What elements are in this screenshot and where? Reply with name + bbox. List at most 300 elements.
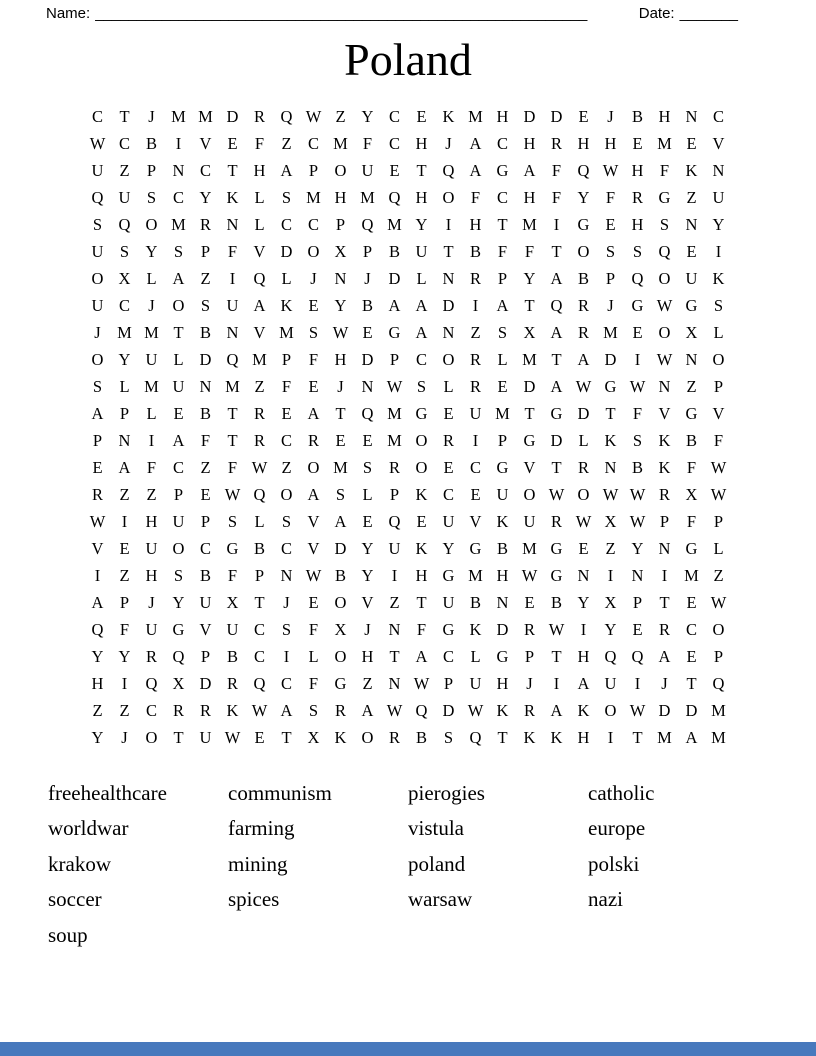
grid-row [84,211,732,238]
grid-cell: A [253,295,266,315]
grid-cell: G [415,403,428,423]
grid-cell: K [658,457,671,477]
grid-cell: W [602,484,619,504]
grid-cell: A [577,673,590,693]
grid-cell: B [199,403,211,423]
grid-cell: D [550,106,563,126]
grid-cell: H [496,565,509,585]
grid-cell: T [335,403,346,423]
grid-cell: Y [172,592,185,612]
grid-cell: C [118,295,130,315]
grid-cell: G [685,538,698,558]
grid-row [84,697,732,724]
grid-cell: R [469,349,481,369]
grid-cell: G [442,619,455,639]
word-list-item: nazi [588,887,623,912]
grid-cell: H [577,727,590,747]
grid-cell: N [658,538,671,558]
grid-cell: Z [362,673,373,693]
grid-cell: O [415,430,428,450]
grid-cell: W [548,484,565,504]
grid-cell: F [200,430,211,450]
grid-cell: U [91,160,104,180]
grid-cell: Q [226,349,239,369]
grid-cell: T [227,403,238,423]
grid-cell: V [658,403,671,423]
grid-cell: Q [91,187,104,207]
grid-cell: I [94,565,101,585]
grid-cell: Q [145,673,158,693]
date-blank-line: _______ [679,5,738,22]
grid-cell: J [607,295,614,315]
grid-cell: W [386,376,403,396]
grid-cell: A [415,295,428,315]
grid-cell: J [310,268,317,288]
grid-cell: Z [389,592,400,612]
grid-cell: U [91,295,104,315]
grid-cell: M [306,187,321,207]
grid-cell: W [413,673,430,693]
grid-cell: S [308,322,319,342]
grid-cell: T [227,430,238,450]
grid-cell: A [550,376,563,396]
grid-cell: S [92,376,103,396]
grid-cell: F [713,430,724,450]
grid-cell: S [497,322,508,342]
grid-cell: G [577,214,590,234]
grid-cell: T [632,727,643,747]
grid-cell: A [415,322,428,342]
word-list-item: krakow [48,851,111,876]
grid-cell: S [227,511,238,531]
grid-cell: F [632,403,643,423]
grid-cell: X [226,592,239,612]
grid-cell: T [497,214,508,234]
grid-cell: O [145,727,158,747]
grid-cell: W [305,106,322,126]
grid-cell: H [469,214,482,234]
grid-cell: R [550,133,562,153]
grid-cell: H [577,133,590,153]
word-list-item: soccer [48,887,102,912]
grid-cell: N [442,322,455,342]
grid-cell: B [469,241,481,261]
grid-cell: R [577,295,589,315]
grid-cell: M [144,376,159,396]
grid-cell: K [658,430,671,450]
grid-cell: J [661,673,668,693]
word-list-item: poland [408,851,466,876]
word-list-item: polski [588,851,640,876]
grid-cell: O [91,268,104,288]
grid-cell: Q [361,403,374,423]
grid-cell: I [715,241,722,261]
grid-cell: H [145,511,158,531]
grid-cell: E [578,106,589,126]
grid-cell: D [361,349,374,369]
grid-cell: T [119,106,130,126]
grid-cell: J [607,106,614,126]
grid-cell: R [253,403,265,423]
grid-cell: X [334,241,347,261]
grid-cell: A [415,646,428,666]
grid-cell: V [307,511,320,531]
grid-cell: S [173,565,184,585]
grid-cell: N [388,673,401,693]
grid-cell: W [89,511,106,531]
grid-cell: R [307,430,319,450]
grid-cell: H [334,187,347,207]
grid-cell: K [577,700,590,720]
grid-cell: Q [415,700,428,720]
grid-cell: M [333,457,348,477]
grid-cell: E [443,403,454,423]
grid-cell: L [497,349,508,369]
grid-cell: J [526,673,533,693]
grid-cell: I [175,133,182,153]
grid-cell: E [119,538,130,558]
grid-cell: C [307,133,319,153]
grid-cell: H [415,133,428,153]
grid-cell: S [416,376,427,396]
word-list-column [588,776,768,954]
word-list-item: europe [588,816,646,841]
grid-cell: M [387,430,402,450]
grid-cell: D [199,349,212,369]
grid-cell: Y [442,538,455,558]
grid-cell: C [496,133,508,153]
grid-cell: Q [118,214,131,234]
grid-cell: S [119,241,130,261]
grid-cell: Z [119,565,130,585]
grid-cell: E [524,592,535,612]
grid-cell: C [388,133,400,153]
grid-cell: G [523,430,536,450]
grid-cell: A [334,511,347,531]
grid-cell: D [388,268,401,288]
grid-cell: M [522,214,537,234]
grid-cell: Y [361,565,374,585]
grid-cell: A [172,430,185,450]
grid-cell: T [605,403,616,423]
grid-cell: T [659,592,670,612]
grid-cell: U [388,538,401,558]
grid-row [84,346,732,373]
grid-cell: D [226,106,239,126]
grid-cell: E [632,133,643,153]
grid-cell: C [712,106,724,126]
grid-cell: U [226,619,239,639]
grid-cell: U [604,673,617,693]
grid-cell: U [91,241,104,261]
grid-cell: V [712,403,725,423]
grid-cell: Q [712,673,725,693]
grid-row [84,103,732,130]
grid-cell: Y [334,295,347,315]
grid-cell: E [362,430,373,450]
grid-cell: I [148,430,155,450]
grid-cell: R [253,106,265,126]
grid-cell: H [253,160,266,180]
grid-cell: H [91,673,104,693]
grid-cell: T [281,727,292,747]
word-list-item: pierogies [408,780,485,805]
grid-cell: I [391,565,398,585]
grid-cell: S [281,619,292,639]
grid-cell: Q [631,646,644,666]
grid-cell: T [254,592,265,612]
grid-cell: Z [146,484,157,504]
grid-cell: N [685,349,698,369]
grid-cell: Y [577,187,590,207]
grid-cell: N [496,592,509,612]
grid-cell: R [577,322,589,342]
grid-cell: N [604,457,617,477]
grid-cell: I [607,565,614,585]
grid-cell: Z [281,133,292,153]
grid-cell: N [334,268,347,288]
grid-cell: I [580,619,587,639]
grid-cell: C [496,187,508,207]
grid-cell: O [577,241,590,261]
grid-row [84,184,732,211]
grid-cell: I [121,511,128,531]
grid-cell: U [361,160,374,180]
grid-cell: P [200,646,211,666]
grid-cell: S [443,727,454,747]
grid-cell: Z [605,538,616,558]
grid-cell: Q [280,106,293,126]
grid-cell: M [522,349,537,369]
grid-cell: D [604,349,617,369]
grid-cell: E [416,511,427,531]
grid-cell: G [631,295,644,315]
grid-cell: B [388,241,400,261]
grid-cell: A [280,700,293,720]
name-field-group [46,5,587,22]
grid-cell: E [308,376,319,396]
grid-cell: L [713,322,724,342]
grid-cell: D [550,430,563,450]
grid-cell: C [442,646,454,666]
grid-cell: H [604,133,617,153]
grid-cell: O [280,484,293,504]
page-title: Poland [344,34,472,85]
grid-cell: L [416,268,427,288]
grid-cell: J [148,592,155,612]
grid-cell: M [711,700,726,720]
grid-cell: R [631,187,643,207]
grid-cell: W [89,133,106,153]
grid-cell: H [334,349,347,369]
grid-cell: R [199,214,211,234]
grid-cell: D [658,700,671,720]
grid-cell: N [172,160,185,180]
grid-cell: C [280,430,292,450]
grid-cell: O [307,457,320,477]
grid-cell: B [469,592,481,612]
grid-cell: R [334,700,346,720]
grid-row [84,616,732,643]
grid-cell: T [227,160,238,180]
grid-cell: R [577,457,589,477]
grid-cell: B [577,268,589,288]
grid-cell: E [362,322,373,342]
grid-row [84,589,732,616]
grid-cell: O [658,268,671,288]
grid-cell: C [280,673,292,693]
grid-cell: U [496,484,509,504]
grid-cell: B [631,106,643,126]
grid-cell: Z [281,457,292,477]
grid-cell: U [523,511,536,531]
grid-cell: E [308,295,319,315]
grid-cell: L [254,187,265,207]
grid-cell: Q [253,673,266,693]
grid-cell: B [253,538,265,558]
grid-cell: M [117,322,132,342]
grid-cell: W [575,376,592,396]
grid-cell: S [308,700,319,720]
grid-cell: V [469,511,482,531]
grid-cell: E [416,106,427,126]
grid-cell: M [684,565,699,585]
word-list-item: worldwar [48,816,129,841]
grid-cell: U [685,268,698,288]
grid-cell: A [523,160,536,180]
grid-cell: H [145,565,158,585]
grid-cell: A [685,727,698,747]
grid-cell: M [657,727,672,747]
grid-cell: U [172,376,185,396]
grid-cell: E [578,538,589,558]
date-field-group [639,5,738,22]
grid-cell: M [522,538,537,558]
grid-cell: D [496,619,509,639]
grid-row [84,535,732,562]
grid-cell: X [307,727,320,747]
grid-cell: F [254,133,265,153]
grid-row [84,724,732,751]
grid-cell: I [121,673,128,693]
grid-cell: R [442,430,454,450]
grid-cell: X [172,673,185,693]
grid-cell: H [496,673,509,693]
grid-cell: Z [92,700,103,720]
grid-cell: R [388,727,400,747]
grid-cell: O [712,349,725,369]
grid-cell: X [604,592,617,612]
grid-cell: W [332,322,349,342]
grid-cell: F [686,457,697,477]
grid-cell: E [686,646,697,666]
grid-cell: D [280,241,293,261]
grid-cell: S [713,295,724,315]
grid-cell: F [119,619,130,639]
grid-cell: K [496,700,509,720]
grid-cell: G [550,538,563,558]
grid-cell: I [634,673,641,693]
grid-cell: M [252,349,267,369]
grid-cell: Q [604,646,617,666]
grid-cell: P [389,484,400,504]
grid-cell: Z [470,322,481,342]
grid-cell: V [199,619,212,639]
grid-cell: I [472,430,479,450]
grid-cell: H [415,187,428,207]
grid-cell: S [173,241,184,261]
grid-cell: T [551,349,562,369]
grid-cell: E [92,457,103,477]
grid-cell: E [281,403,292,423]
grid-cell: I [445,214,452,234]
grid-cell: W [710,592,727,612]
grid-cell: C [199,538,211,558]
grid-cell: A [550,700,563,720]
grid-cell: C [442,484,454,504]
grid-cell: K [226,187,239,207]
grid-cell: R [172,700,184,720]
grid-cell: K [496,511,509,531]
grid-cell: H [415,565,428,585]
grid-cell: Y [361,538,374,558]
grid-row [84,130,732,157]
grid-cell: G [550,403,563,423]
grid-cell: M [657,133,672,153]
grid-cell: G [685,403,698,423]
grid-cell: Y [415,214,428,234]
grid-cell: T [551,646,562,666]
grid-cell: K [415,538,428,558]
grid-cell: Y [577,592,590,612]
grid-cell: A [307,484,320,504]
grid-cell: N [361,376,374,396]
grid-cell: K [442,106,455,126]
grid-cell: Q [388,511,401,531]
grid-cell: Y [118,349,131,369]
grid-row [84,292,732,319]
grid-cell: T [551,241,562,261]
grid-cell: M [468,565,483,585]
grid-cell: O [91,349,104,369]
grid-cell: V [712,133,725,153]
grid-cell: C [253,619,265,639]
grid-cell: T [497,727,508,747]
grid-cell: X [685,484,698,504]
grid-cell: P [173,484,184,504]
grid-cell: G [550,565,563,585]
grid-cell: O [523,484,536,504]
grid-cell: M [171,214,186,234]
grid-cell: S [605,241,616,261]
grid-cell: Q [91,619,104,639]
grid-cell: Z [119,700,130,720]
grid-cell: X [604,511,617,531]
grid-cell: S [281,187,292,207]
grid-cell: Z [119,160,130,180]
word-list-item: soup [48,922,88,947]
grid-cell: P [632,592,643,612]
grid-cell: W [710,457,727,477]
footer-bar [0,1042,816,1056]
grid-cell: L [281,268,292,288]
grid-cell: E [335,430,346,450]
grid-cell: N [388,619,401,639]
grid-cell: Q [658,241,671,261]
grid-cell: L [146,403,157,423]
grid-cell: G [469,538,482,558]
grid-cell: N [577,565,590,585]
